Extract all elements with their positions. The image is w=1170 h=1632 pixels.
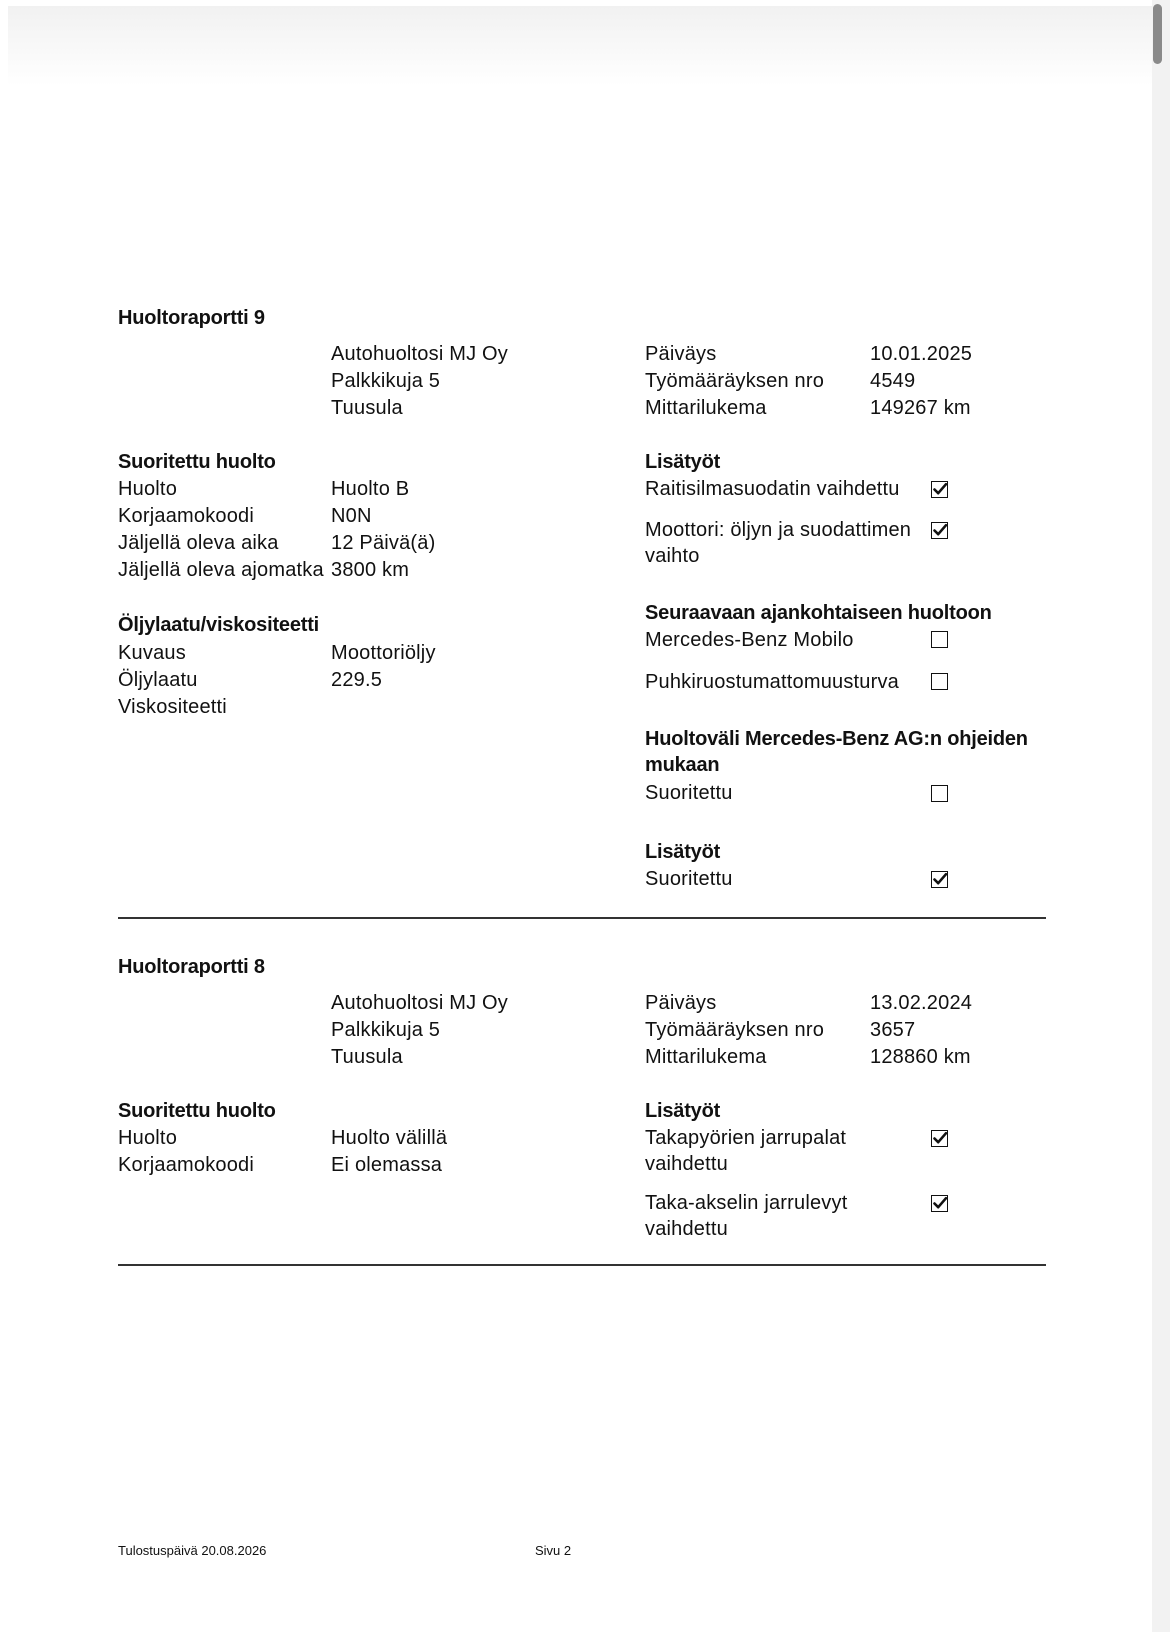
odometer-label: Mittarilukema — [645, 1046, 767, 1068]
interval-item-label: Suoritettu — [645, 782, 733, 804]
remaining-time-label: Jäljellä oleva aika — [118, 532, 279, 554]
next-service-heading: Seuraavaan ajankohtaiseen huoltoon — [645, 602, 992, 624]
checked-checkbox[interactable] — [931, 522, 948, 539]
unchecked-checkbox[interactable] — [931, 631, 948, 648]
checked-checkbox[interactable] — [931, 871, 948, 888]
report-title: Huoltoraportti 8 — [118, 956, 265, 978]
extra-work-heading: Lisätyöt — [645, 841, 721, 863]
workshop-street: Palkkikuja 5 — [331, 1019, 441, 1041]
checkmark-icon — [933, 872, 947, 886]
extra-work-heading: Lisätyöt — [645, 1100, 721, 1122]
checkmark-icon — [933, 482, 947, 496]
service-heading: Suoritettu huolto — [118, 451, 276, 473]
checked-checkbox[interactable] — [931, 1130, 948, 1147]
work-order-value: 4549 — [870, 370, 916, 392]
page-top-shadow — [8, 6, 1161, 86]
remaining-distance-value: 3800 km — [331, 559, 410, 581]
work-order-label: Työmääräyksen nro — [645, 1019, 825, 1041]
workshop-code-label: Korjaamokoodi — [118, 505, 255, 527]
checkmark-icon — [933, 523, 947, 537]
workshop-city: Tuusula — [331, 1046, 403, 1068]
extra-work-item-label: Suoritettu — [645, 868, 733, 890]
service-heading: Suoritettu huolto — [118, 1100, 276, 1122]
scrollbar-thumb[interactable] — [1153, 4, 1162, 64]
interval-heading: Huoltoväli Mercedes-Benz AG:n ohjeiden mukaan — [645, 728, 1028, 776]
service-value: Huolto välillä — [331, 1127, 448, 1149]
next-service-item-label: Puhkiruostumattomuusturva — [645, 671, 900, 693]
service-label: Huolto — [118, 478, 178, 500]
extra-work-item-label: Raitisilmasuodatin vaihdettu — [645, 478, 900, 500]
viscosity-label: Viskositeetti — [118, 696, 227, 718]
service-label: Huolto — [118, 1127, 178, 1149]
workshop-code-value: Ei olemassa — [331, 1154, 443, 1176]
oil-heading: Öljylaatu/viskositeetti — [118, 614, 320, 636]
service-value: Huolto B — [331, 478, 410, 500]
section-divider — [118, 1264, 1046, 1266]
work-order-label: Työmääräyksen nro — [645, 370, 825, 392]
extra-work-item-label: Taka-akselin jarrulevyt vaihdettu — [645, 1192, 848, 1240]
checked-checkbox[interactable] — [931, 1195, 948, 1212]
workshop-street: Palkkikuja 5 — [331, 370, 441, 392]
report-title: Huoltoraportti 9 — [118, 307, 265, 329]
checkmark-icon — [933, 1196, 947, 1210]
extra-work-item-label: Takapyörien jarrupalat vaihdettu — [645, 1127, 847, 1175]
extra-work-item-label: Moottori: öljyn ja suodattimen vaihto — [645, 519, 912, 567]
section-divider — [118, 917, 1046, 919]
oil-grade-value: 229.5 — [331, 669, 383, 691]
unchecked-checkbox[interactable] — [931, 785, 948, 802]
checkmark-icon — [933, 1131, 947, 1145]
oil-grade-label: Öljylaatu — [118, 669, 198, 691]
workshop-name: Autohuoltosi MJ Oy — [331, 343, 509, 365]
date-label: Päiväys — [645, 992, 717, 1014]
page-number: Sivu 2 — [535, 1543, 572, 1558]
workshop-name: Autohuoltosi MJ Oy — [331, 992, 509, 1014]
remaining-distance-label: Jäljellä oleva ajomatka — [118, 559, 324, 581]
remaining-time-value: 12 Päivä(ä) — [331, 532, 436, 554]
print-date: Tulostuspäivä 20.08.2026 — [118, 1543, 267, 1558]
odometer-value: 128860 km — [870, 1046, 971, 1068]
date-value: 10.01.2025 — [870, 343, 973, 365]
checked-checkbox[interactable] — [931, 481, 948, 498]
date-value: 13.02.2024 — [870, 992, 973, 1014]
unchecked-checkbox[interactable] — [931, 673, 948, 690]
odometer-value: 149267 km — [870, 397, 971, 419]
date-label: Päiväys — [645, 343, 717, 365]
workshop-city: Tuusula — [331, 397, 403, 419]
oil-description-value: Moottoriöljy — [331, 642, 436, 664]
extra-work-heading: Lisätyöt — [645, 451, 721, 473]
oil-description-label: Kuvaus — [118, 642, 186, 664]
work-order-value: 3657 — [870, 1019, 916, 1041]
workshop-code-value: N0N — [331, 505, 372, 527]
scrollbar-track[interactable] — [1152, 0, 1170, 1632]
odometer-label: Mittarilukema — [645, 397, 767, 419]
document-page — [8, 6, 1161, 1632]
workshop-code-label: Korjaamokoodi — [118, 1154, 255, 1176]
next-service-item-label: Mercedes-Benz Mobilo — [645, 629, 854, 651]
